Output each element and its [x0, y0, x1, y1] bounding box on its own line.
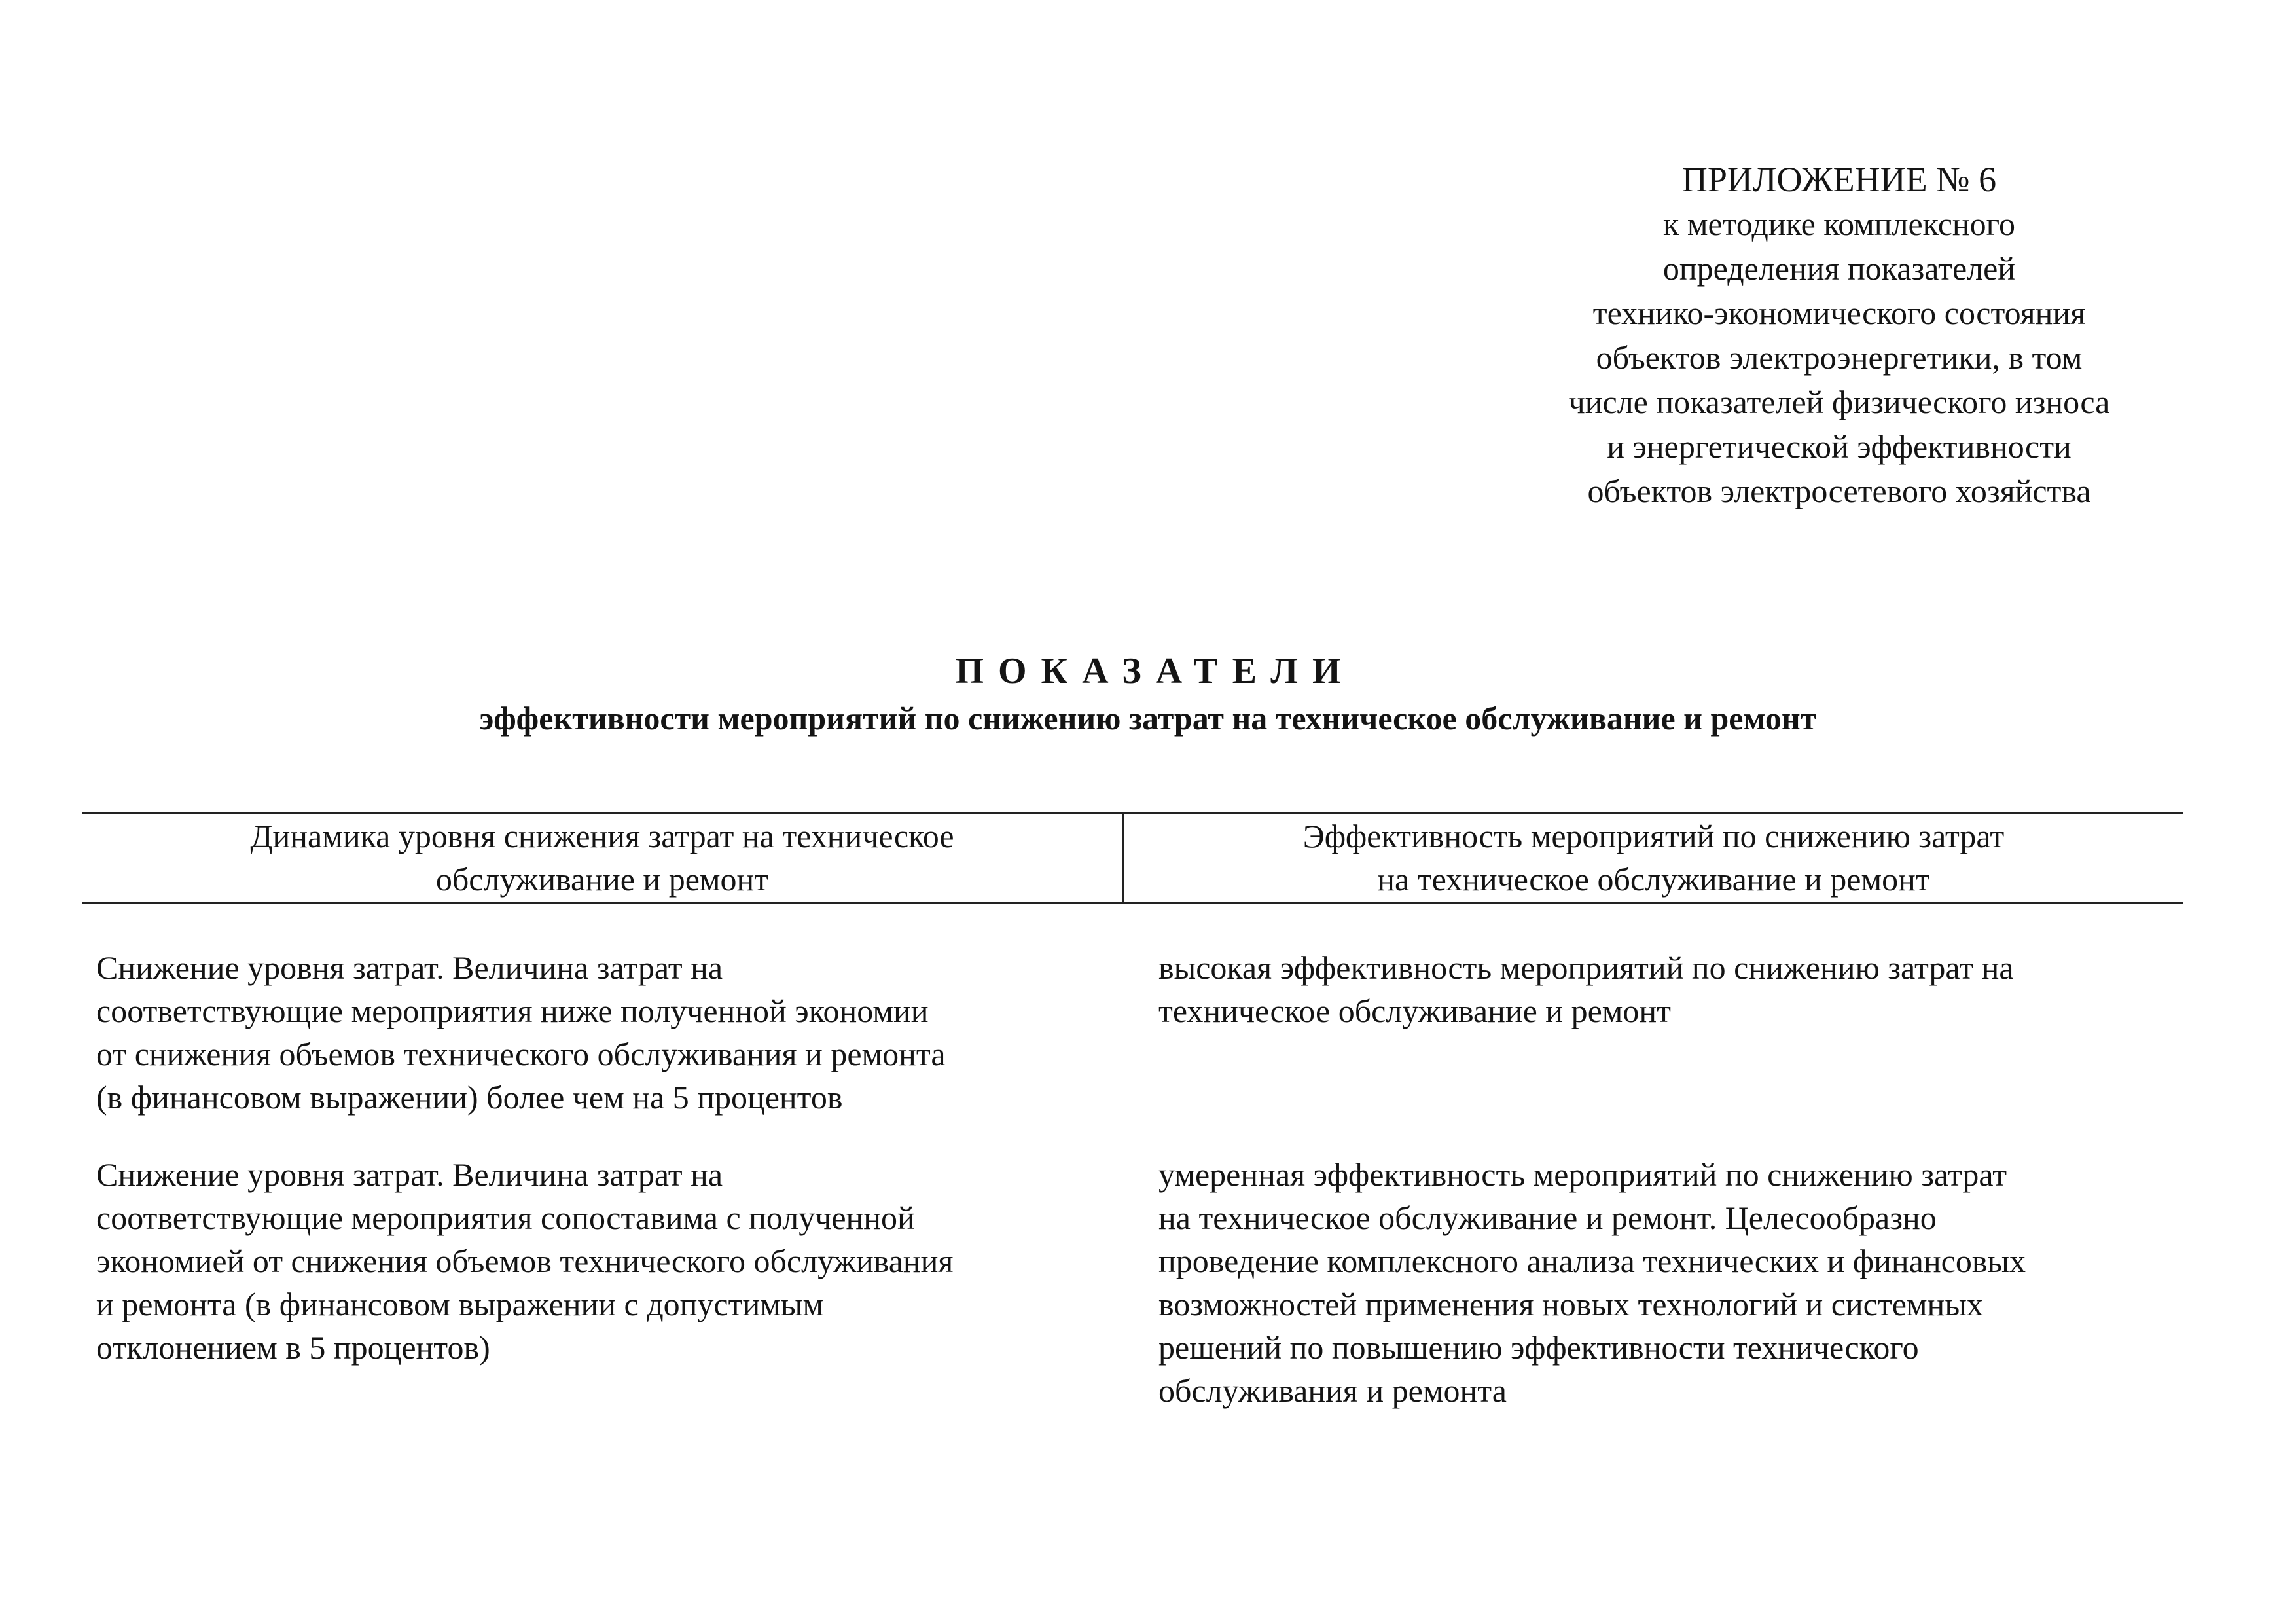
cell-efficiency: умеренная эффективность мероприятий по снижению затрат на техническое обслуживание и ремонт. Целесообразно проведение комплексного анализа технических и финансовых возможностей применения новых технологий и системных решений по повышению эффективности технического обслуживания и ремонта	[1158, 1156, 2026, 1409]
appendix-line: объектов электроэнергетики, в том	[1596, 339, 2083, 376]
table-row	[82, 946, 2183, 1119]
table-row	[82, 1153, 2183, 1412]
document-title	[0, 648, 2296, 741]
cell-dynamics: Снижение уровня затрат. Величина затрат на соответствующие мероприятия ниже полученной экономии от снижения объемов технического обслуживания и ремонта (в финансовом выражении) более чем на 5 процентов	[96, 949, 946, 1116]
column-header-efficiency: Эффективность мероприятий по снижению затрат на техническое обслуживание и ремонт	[1302, 818, 2005, 898]
appendix-line: определения показателей	[1662, 250, 2016, 287]
column-header-dynamics: Динамика уровня снижения затрат на техническое обслуживание и ремонт	[82, 814, 1124, 902]
appendix-line: технико-экономического состояния	[1592, 295, 2086, 331]
appendix-line: объектов электросетевого хозяйства	[1587, 473, 2091, 509]
appendix-line: и энергетической эффективности	[1607, 428, 2072, 465]
appendix-number: ПРИЛОЖЕНИЕ № 6	[1681, 160, 1997, 199]
appendix-line: к методике комплексного	[1663, 206, 2015, 242]
table-header-row	[82, 812, 2183, 904]
title-main: ПОКАЗАТЕЛИ	[955, 651, 1355, 691]
appendix-line: числе показателей физического износа	[1568, 384, 2110, 420]
cell-efficiency: высокая эффективность мероприятий по снижению затрат на техническое обслуживание и ремонт	[1158, 949, 2014, 1029]
title-subtitle: эффективности мероприятий по снижению затрат на техническое обслуживание и ремонт	[479, 700, 1817, 737]
cell-dynamics: Снижение уровня затрат. Величина затрат на соответствующие мероприятия сопоставима с полученной экономией от снижения объемов технического обслуживания и ремонта (в финансовом выражении с допустимым отклонением в 5 процентов)	[96, 1156, 954, 1366]
appendix-header	[1499, 157, 2179, 513]
indicators-table	[82, 812, 2183, 1412]
